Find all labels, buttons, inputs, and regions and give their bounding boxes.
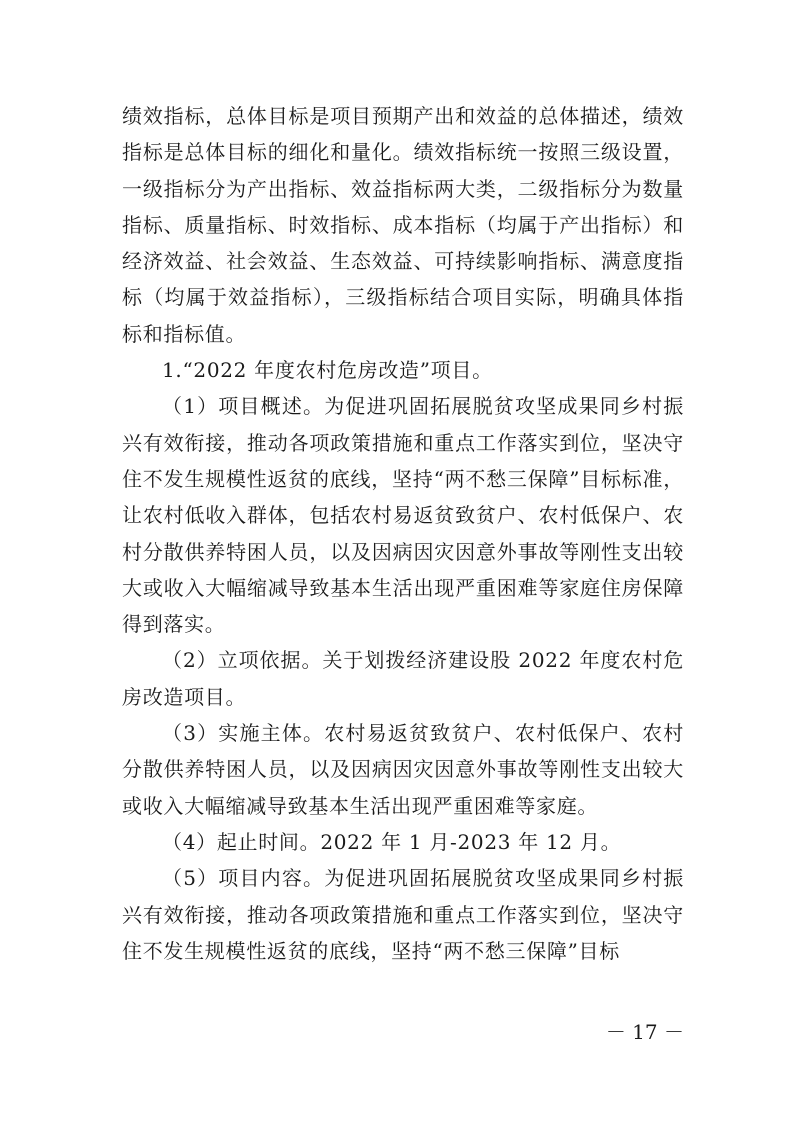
paragraph-project-content: （5）项目内容。为促进巩固拓展脱贫攻坚成果同乡村振兴有效衔接，推动各项政策措施和重点工作落实到位，坚决守住不发生规模性返贫的底线，坚持“两不愁三保障”目标 [122,866,684,963]
paragraph-project-overview: （1）项目概述。为促进巩固拓展脱贫攻坚成果同乡村振兴有效衔接，推动各项政策措施和重点工作落实到位，坚决守住不发生规模性返贫的底线，坚持“两不愁三保障”目标标准，让农村低收入群体，包括农村易返贫致贫户、农村低保户、农村分散供养特困人员，以及因病因灾因意外事故等刚性支出较大或收入大幅缩减导致基本生活出现严重困难等家庭住房保障得到落实。 [122,394,684,637]
paragraph-time-period: （4）起止时间。2022 年 1 月-2023 年 12 月。 [162,829,622,854]
section-heading-project-1: 1.“2022 年度农村危房改造”项目。 [162,358,493,383]
page-number: － 17 － [605,1020,684,1044]
paragraph-implementing-entity: （3）实施主体。农村易返贫致贫户、农村低保户、农村分散供养特困人员，以及因病因灾因意外事故等刚性支出较大或收入大幅缩减导致基本生活出现严重困难等家庭。 [122,721,684,818]
document-body [122,98,684,969]
paragraph-project-basis: （2）立项依据。关于划拨经济建设股 2022 年度农村危房改造项目。 [122,648,684,709]
paragraph-performance-indicators: 绩效指标，总体目标是项目预期产出和效益的总体描述，绩效指标是总体目标的细化和量化。绩效指标统一按照三级设置，一级指标分为产出指标、效益指标两大类，二级指标分为数量指标、质量指标、时效指标、成本指标（均属于产出指标）和经济效益、社会效益、生态效益、可持续影响指标、满意度指标（均属于效益指标），三级指标结合项目实际，明确具体指标和指标值。 [122,104,684,346]
